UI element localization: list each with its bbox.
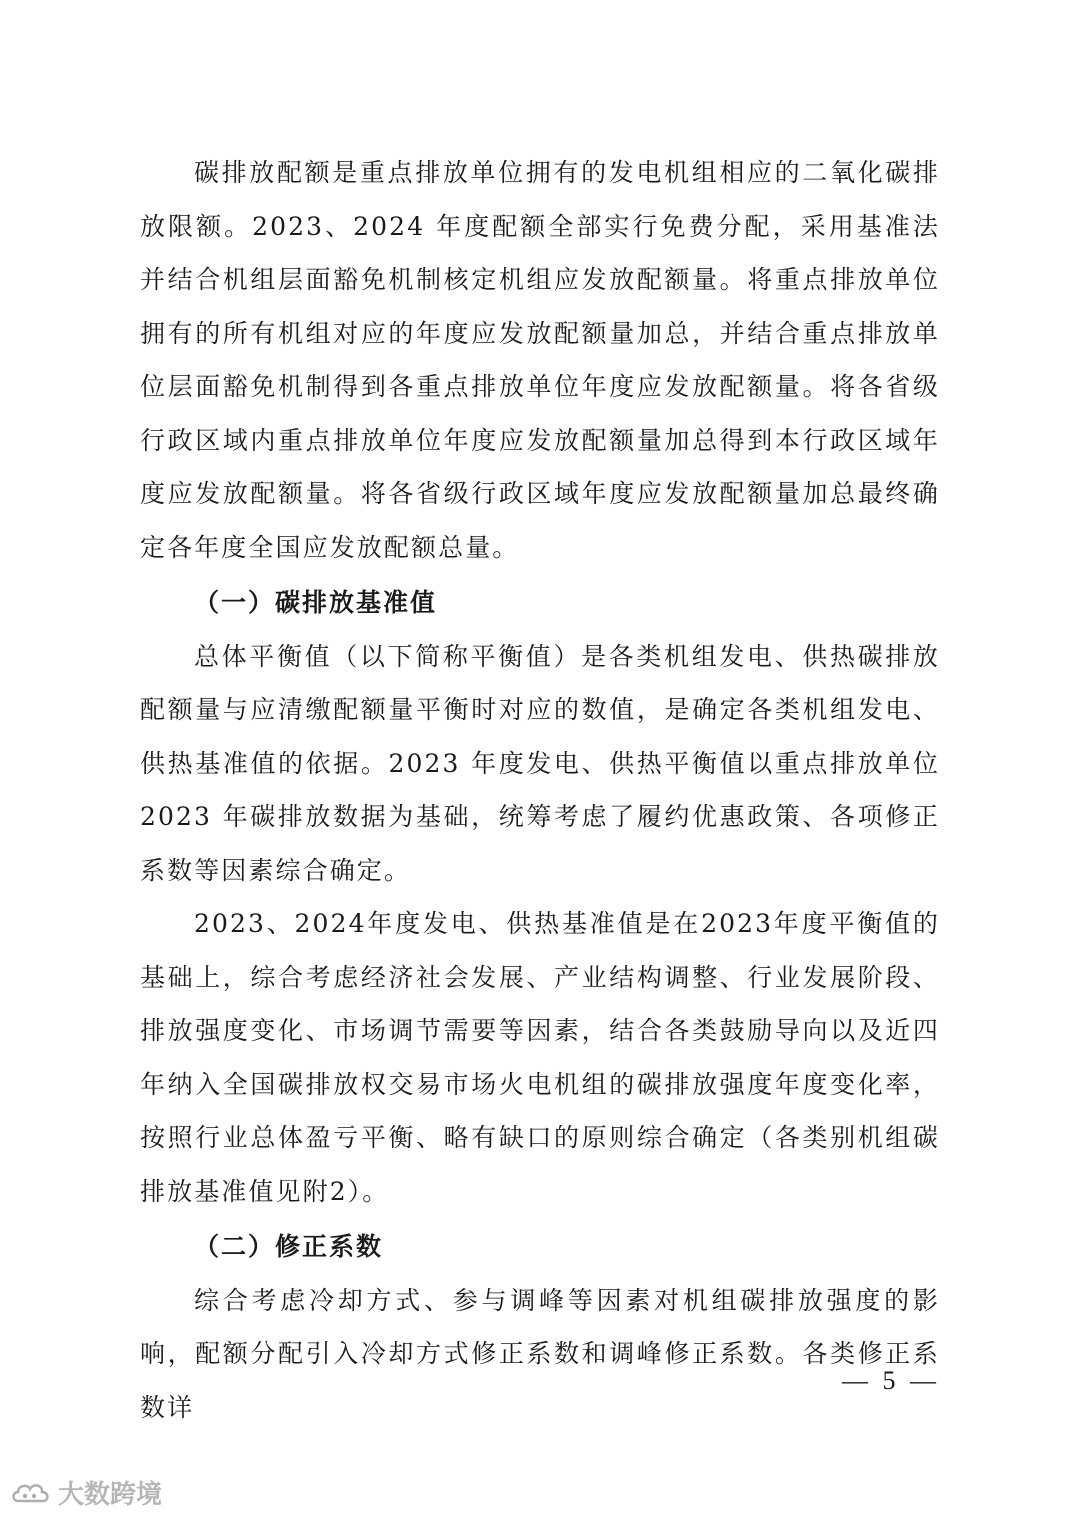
- section1-paragraph-1: 总体平衡值（以下简称平衡值）是各类机组发电、供热碳排放配额量与应清缴配额量平衡时对应的数值，是确定各类机组发电、供热基准值的依据。2023 年度发电、供热平衡值以重点排放单位 2023 年碳排放数据为基础，统筹考虑了履约优惠政策、各项修正系数等因素综合确定。: [140, 641, 940, 885]
- section-heading-benchmark: （一）碳排放基准值: [194, 588, 438, 617]
- page-number: — 5 —: [842, 1366, 940, 1395]
- section1-paragraph-2: 2023、2024年度发电、供热基准值是在2023年度平衡值的基础上，综合考虑经济社会发展、产业结构调整、行业发展阶段、排放强度变化、市场调节需要等因素，结合各类鼓励导向以及近四年纳入全国碳排放权交易市场火电机组的碳排放强度年度变化率，按照行业总体盈亏平衡、略有缺口的原则综合确定（各类别机组碳排放基准值见附2）。: [140, 909, 940, 1206]
- watermark-text: 大数跨境: [58, 1480, 163, 1510]
- section-heading-correction-factor: （二）修正系数: [194, 1232, 384, 1261]
- section2-paragraph-1: 综合考虑冷却方式、参与调峰等因素对机组碳排放强度的影响，配额分配引入冷却方式修正系数和调峰修正系数。各类修正系数详: [140, 1285, 940, 1422]
- cloud-logo-icon: [10, 1479, 52, 1507]
- intro-paragraph: 碳排放配额是重点排放单位拥有的发电机组相应的二氧化碳排放限额。2023、2024 年度配额全部实行免费分配，采用基准法并结合机组层面豁免机制核定机组应发放配额量。将重点排放单位拥有的所有机组对应的年度应发放配额量加总，并结合重点排放单位层面豁免机制得到各重点排放单位年度应发放配额量。将各省级行政区域内重点排放单位年度应发放配额量加总得到本行政区域年度应发放配额量。将各省级行政区域年度应发放配额量加总最终确定各年度全国应发放配额总量。: [140, 158, 940, 562]
- document-body: [140, 146, 940, 1434]
- watermark: [10, 1474, 162, 1511]
